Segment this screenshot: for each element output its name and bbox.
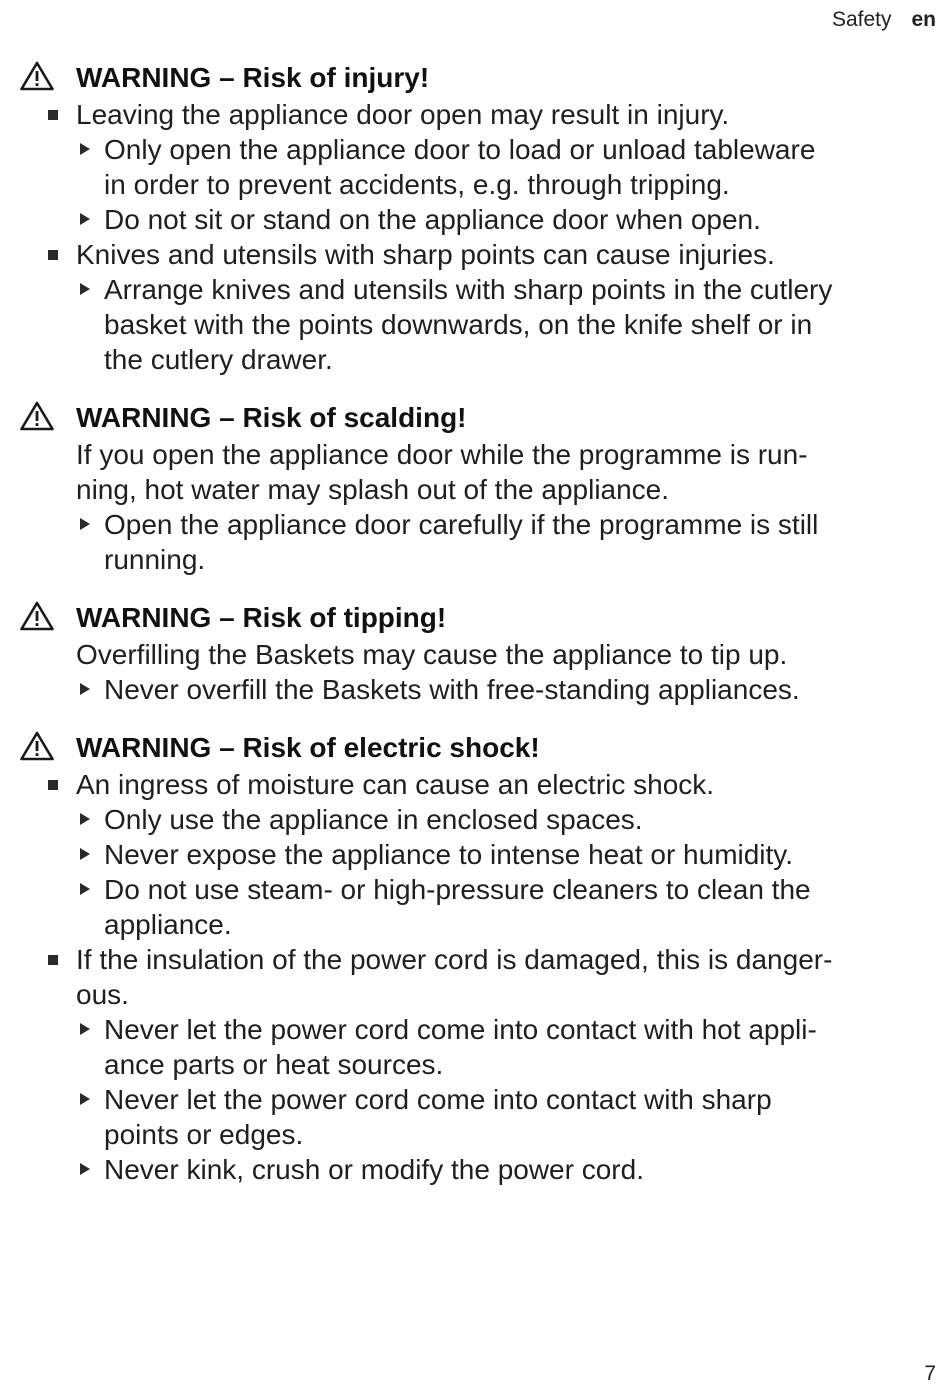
warning-block [0,59,950,377]
arrow-bullet-icon [80,683,90,695]
paragraph-line [0,977,950,1012]
warning-block [0,399,950,577]
bullet-item [0,237,950,272]
line-text: If the insulation of the power cord is damaged, this is danger- [76,944,833,975]
line-text: appliance. [104,909,232,940]
language-code: en [911,8,936,31]
continuation-line [0,907,950,942]
page-number: 7 [924,1362,936,1385]
square-bullet-icon [48,250,58,260]
action-item [0,132,950,167]
line-text: Never overfill the Baskets with free-standing appliances. [104,674,800,705]
line-text: ning, hot water may splash out of the appliance. [76,474,670,505]
section-title: Safety [831,8,892,31]
warning-heading [0,729,950,767]
line-text: Do not sit or stand on the appliance door when open. [104,204,761,235]
action-item [0,672,950,707]
warning-heading [0,399,950,437]
warning-heading [0,599,950,637]
arrow-bullet-icon [80,848,90,860]
line-text: ance parts or heat sources. [104,1049,444,1080]
line-text: If you open the appliance door while the programme is run- [76,439,808,470]
warning-triangle-icon [20,401,54,431]
arrow-bullet-icon [80,813,90,825]
continuation-line [0,167,950,202]
line-text: Overfilling the Baskets may cause the appliance to tip up. [76,639,788,670]
line-text: Never let the power cord come into contact with sharp [104,1084,772,1115]
arrow-bullet-icon [80,283,90,295]
square-bullet-icon [48,780,58,790]
warning-triangle-icon [20,731,54,761]
line-text: Arrange knives and utensils with sharp points in the cutlery [104,274,833,305]
safety-content [0,59,950,1209]
continuation-line [0,342,950,377]
paragraph-line [0,437,950,472]
action-item [0,202,950,237]
line-text: the cutlery drawer. [104,344,333,375]
line-text: basket with the points downwards, on the knife shelf or in [104,309,813,340]
paragraph-line [0,472,950,507]
arrow-bullet-icon [80,213,90,225]
warning-heading-text: WARNING – Risk of scalding! [76,402,467,433]
action-item [0,507,950,542]
line-text: Open the appliance door carefully if the programme is still [104,509,819,540]
line-text: Never let the power cord come into contact with hot appli- [104,1014,817,1045]
warning-heading-text: WARNING – Risk of injury! [76,62,430,93]
continuation-line [0,307,950,342]
continuation-line [0,1047,950,1082]
arrow-bullet-icon [80,518,90,530]
warning-heading-text: WARNING – Risk of tipping! [76,602,447,633]
continuation-line [0,542,950,577]
warning-block [0,729,950,1187]
line-text: Never expose the appliance to intense heat or humidity. [104,839,794,870]
arrow-bullet-icon [80,1023,90,1035]
continuation-line [0,1117,950,1152]
line-text: Only use the appliance in enclosed spaces. [104,804,643,835]
action-item [0,1082,950,1117]
line-text: running. [104,544,206,575]
square-bullet-icon [48,955,58,965]
warning-triangle-icon [20,601,54,631]
action-item [0,272,950,307]
warning-heading [0,59,950,97]
warning-block [0,599,950,707]
warning-triangle-icon [20,61,54,91]
paragraph-line [0,637,950,672]
arrow-bullet-icon [80,143,90,155]
bullet-item [0,767,950,802]
line-text: in order to prevent accidents, e.g. through tripping. [104,169,730,200]
action-item [0,1012,950,1047]
action-item [0,837,950,872]
line-text: Only open the appliance door to load or unload tableware [104,134,816,165]
bullet-item [0,97,950,132]
line-text: Knives and utensils with sharp points can cause injuries. [76,239,775,270]
action-item [0,802,950,837]
arrow-bullet-icon [80,883,90,895]
line-text: points or edges. [104,1119,304,1150]
line-text: Do not use steam- or high-pressure cleaners to clean the [104,874,811,905]
bullet-item [0,942,950,977]
warning-heading-text: WARNING – Risk of electric shock! [76,732,540,763]
line-text: ous. [76,979,129,1010]
line-text: An ingress of moisture can cause an electric shock. [76,769,715,800]
square-bullet-icon [48,110,58,120]
arrow-bullet-icon [80,1093,90,1105]
action-item [0,872,950,907]
line-text: Leaving the appliance door open may result in injury. [76,99,730,130]
page-header [832,8,936,32]
action-item [0,1152,950,1187]
arrow-bullet-icon [80,1163,90,1175]
line-text: Never kink, crush or modify the power cord. [104,1154,644,1185]
